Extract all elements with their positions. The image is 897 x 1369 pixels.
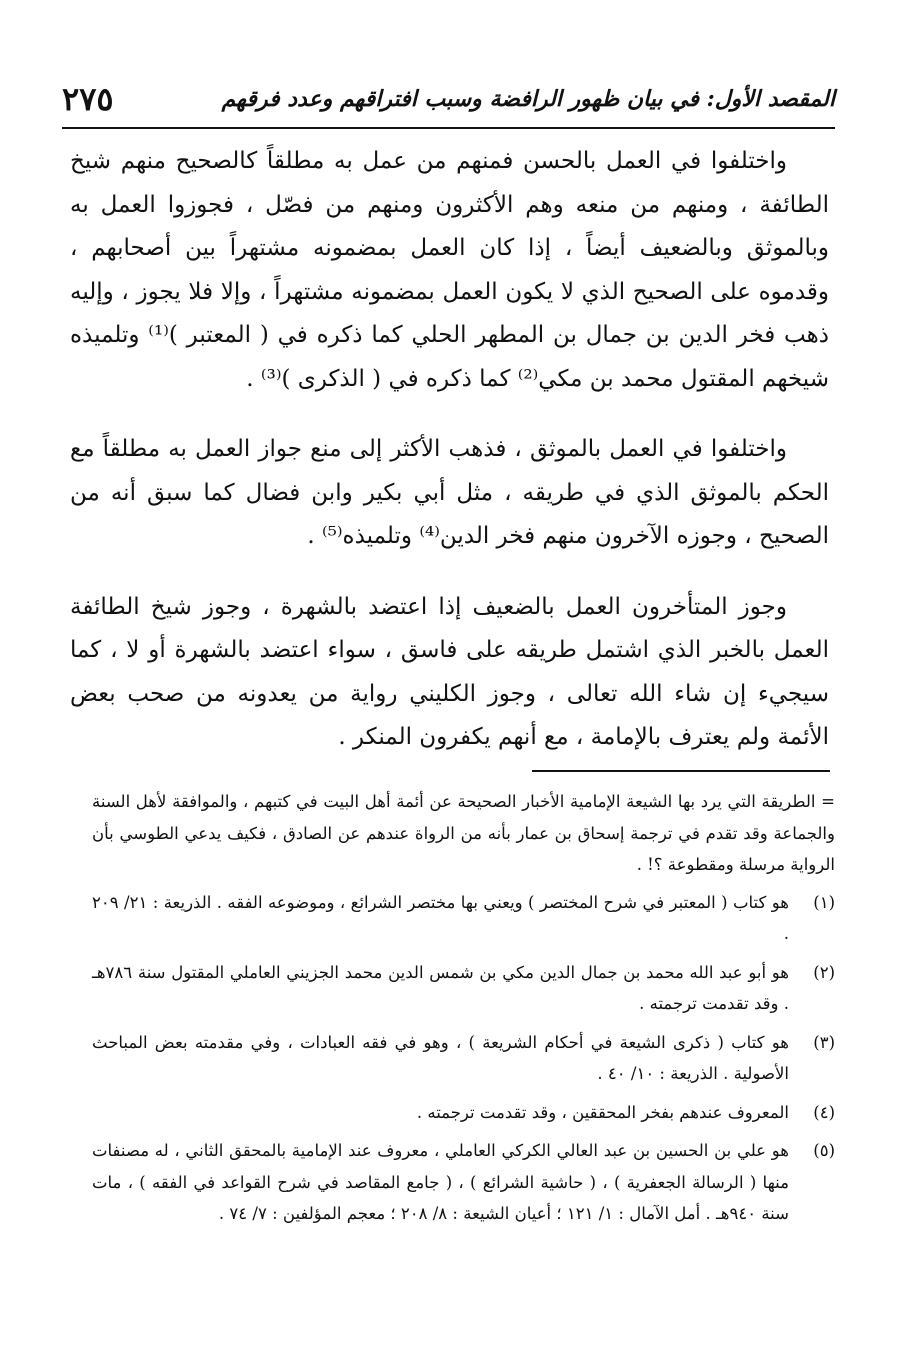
footnote-text: هو كتاب ( المعتبر في شرح المختصر ) ويعني بها مختصر الشرائع ، وموضوعه الفقه . الذريعة : ٢١/ ٢٠٩ . bbox=[92, 892, 790, 943]
footnote bbox=[92, 1097, 835, 1129]
footnote-number: (٢) bbox=[813, 962, 835, 982]
footnote-number: (٤) bbox=[813, 1102, 835, 1122]
page-header bbox=[62, 74, 835, 124]
footnote-text: هو كتاب ( ذكرى الشيعة في أحكام الشريعة ) ، وهو في فقه العبادات ، وفي مقدمته بعض المباحث الأصولية . الذريعة : ١٠/ ٤٠ . bbox=[92, 1032, 789, 1083]
page-number: ٢٧٥ bbox=[62, 80, 114, 118]
footnote bbox=[92, 887, 835, 950]
running-title: المقصد الأول: في بيان ظهور الرافضة وسبب افتراقهم وعدد فرقهم bbox=[221, 86, 835, 112]
footnote-number: (١) bbox=[813, 892, 835, 912]
footnote bbox=[92, 957, 835, 1020]
footnotes bbox=[92, 786, 835, 1237]
main-text bbox=[70, 140, 829, 760]
footnote-text: المعروف عندهم بفخر المحققين ، وقد تقدمت ترجمته . bbox=[416, 1102, 789, 1122]
footnote-number: (٣) bbox=[813, 1032, 835, 1052]
footnote-separator bbox=[532, 770, 830, 772]
footnote-number: (٥) bbox=[813, 1141, 835, 1160]
paragraph: وجوز المتأخرون العمل بالضعيف إذا اعتضد بالشهرة ، وجوز شيخ الطائفة العمل بالخبر الذي اشتمل طريقه على فاسق ، سواء اعتضد بالشهرة أو لا ، كما سيجيء إن شاء الله تعالى ، وجوز الكليني رواية من يعدونه من صحب بعض الأئمة ولم يعترف بالإمامة ، مع أنهم يكفرون المنكر . bbox=[70, 593, 829, 750]
header-rule bbox=[62, 127, 835, 129]
paragraph: واختلفوا في العمل بالموثق ، فذهب الأكثر إلى منع جواز العمل به مطلقاً مع الحكم بالموثق الذي في طريقه ، مثل أبي بكير وابن فضال كما سبق أنه من الصحيح ، وجوزه الآخرون منهم فخر الدين⁽⁴⁾ وتلميذه⁽⁵⁾ . bbox=[70, 436, 829, 549]
paragraph: واختلفوا في العمل بالحسن فمنهم من عمل به مطلقاً كالصحيح منهم شيخ الطائفة ، ومنهم من منعه وهم الأكثرون ومنهم من فصّل ، فجوزوا العمل به وبالموثق وبالضعيف أيضاً ، إذا كان العمل بمضمونه مشتهراً بين أصحابهم ، وقدموه على الصحيح الذي لا يكون العمل بمضمونه مشتهراً ، وإلا فلا يجوز ، وإليه ذهب فخر الدين بن جمال بن المطهر الحلي كما ذكره في ( المعتبر )⁽¹⁾ وتلميذه شيخهم المقتول محمد بن مكي⁽²⁾ كما ذكره في ( الذكرى )⁽³⁾ . bbox=[70, 148, 830, 392]
footnote bbox=[92, 1135, 835, 1230]
footnote-text: هو علي بن الحسين بن عبد العالي الكركي العاملي ، معروف عند الإمامية بالمحقق الثاني ، له مصنفات منها ( الرسالة الجعفرية ) ، ( حاشية الشرائع ) ، ( جامع المقاصد في شرح القواعد في الفقه ) ، مات سنة ٩٤٠هـ . أمل الآمال : ١/ ١٢١ ؛ أعيان الشيعة : ٨/ ٢٠٨ ؛ معجم المؤلفين : ٧/ ٧٤ . bbox=[92, 1141, 789, 1223]
footnote-continuation: = الطريقة التي يرد بها الشيعة الإمامية الأخبار الصحيحة عن أئمة أهل البيت في كتبهم ، والموافقة لأهل السنة والجماعة وقد تقدم في ترجمة إسحاق بن عمار بأنه من الرواة عندهم عن الصادق ، فكيف يدعي الطوسي بأن الرواية مرسلة ومقطوعة ؟! . bbox=[92, 792, 835, 874]
footnote bbox=[92, 1027, 835, 1090]
footnote-text: هو أبو عبد الله محمد بن جمال الدين مكي بن شمس الدين محمد الجزيني العاملي المقتول سنة ٧٨٦هـ . وقد تقدمت ترجمته . bbox=[92, 962, 789, 1013]
